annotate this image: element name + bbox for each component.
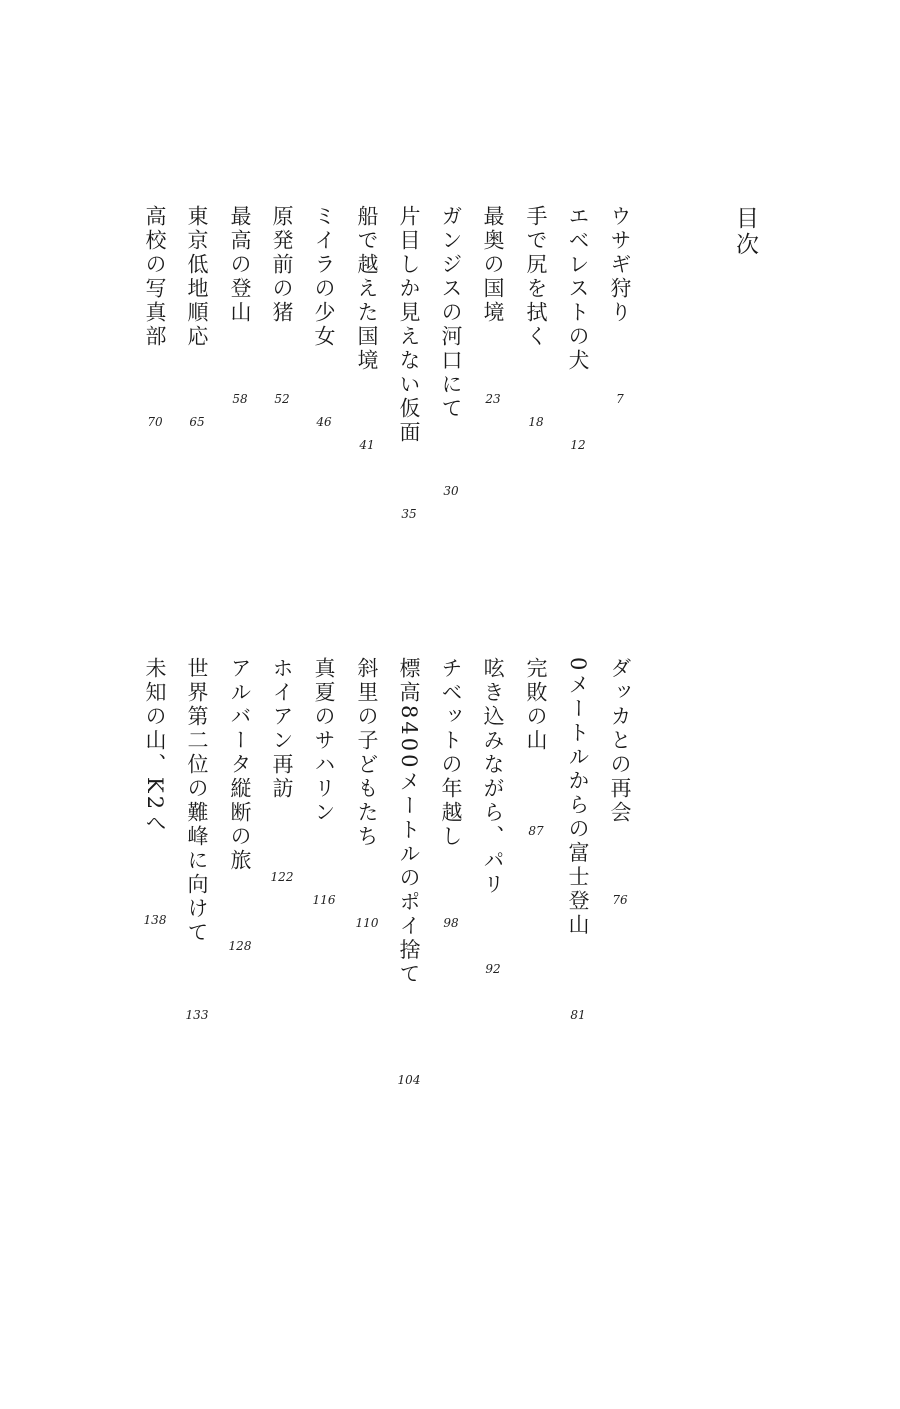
toc-entry-page: 12 [570,438,586,452]
toc-entry-title: ホイアン再訪 [270,657,294,801]
toc-entry-page: 23 [485,392,501,406]
toc-entry-title: チベットの年越し [439,657,463,849]
toc-entry-page: 110 [355,916,379,930]
toc-entry-page: 138 [143,913,167,927]
toc-entry-title: 東京低地順応 [185,205,209,349]
toc-entry-title: 最奥の国境 [481,205,505,325]
toc-entry-title: 真夏のサハリン [312,657,336,825]
toc-entry-title: 片目しか見えない仮面 [397,205,421,445]
toc-entry-page: 87 [528,824,544,838]
toc-entry-title: 原発前の猪 [270,205,294,325]
toc-entry-page: 35 [401,507,417,521]
toc-entry-page: 133 [185,1008,209,1022]
toc-entry-page: 104 [397,1073,421,1087]
toc-entry-page: 122 [270,870,294,884]
toc-entry-title: 世界第二位の難峰に向けて [185,657,209,945]
toc-entry-title: 0メートルからの富士登山 [566,657,590,938]
toc-entry-title: アルバータ縦断の旅 [228,657,252,873]
toc-entry-page: 76 [612,893,628,907]
toc-entry-page: 92 [485,962,501,976]
toc-entry-page: 7 [616,392,624,406]
toc-entry-title: 標高8400メートルのポイ捨て [397,657,421,987]
toc-entry-title: 手で尻を拭く [524,205,548,349]
toc-entry-page: 81 [570,1008,586,1022]
toc-entry-page: 128 [228,939,252,953]
toc-entry-page: 65 [189,415,205,429]
toc-entry-title: ガンジスの河口にて [439,205,463,421]
toc-entry-page: 98 [443,916,459,930]
toc-entry-page: 41 [359,438,375,452]
toc-title: 目次 [732,206,758,258]
toc-entry-title: 斜里の子どもたち [355,657,379,849]
toc-entry-title: ダッカとの再会 [608,657,632,825]
toc-entry-page: 30 [443,484,459,498]
toc-entry-title: 高校の写真部 [143,205,167,349]
toc-entry-title: 最高の登山 [228,205,252,325]
toc-entry-page: 58 [232,392,248,406]
toc-entry-page: 46 [316,415,332,429]
toc-entry-title: 完敗の山 [524,657,548,753]
toc-entry-page: 70 [147,415,163,429]
toc-entry-page: 116 [312,893,336,907]
toc-entry-title: 未知の山、K2へ [143,657,167,837]
toc-entry-title: ミイラの少女 [312,205,336,349]
toc-entry-title: 船で越えた国境 [355,205,379,373]
toc-entry-title: エベレストの犬 [566,205,590,373]
toc-entry-title: ウサギ狩り [608,205,632,325]
toc-entry-page: 18 [528,415,544,429]
toc-entry-page: 52 [274,392,290,406]
toc-entry-title: 呟き込みながら、パリ [481,657,505,897]
